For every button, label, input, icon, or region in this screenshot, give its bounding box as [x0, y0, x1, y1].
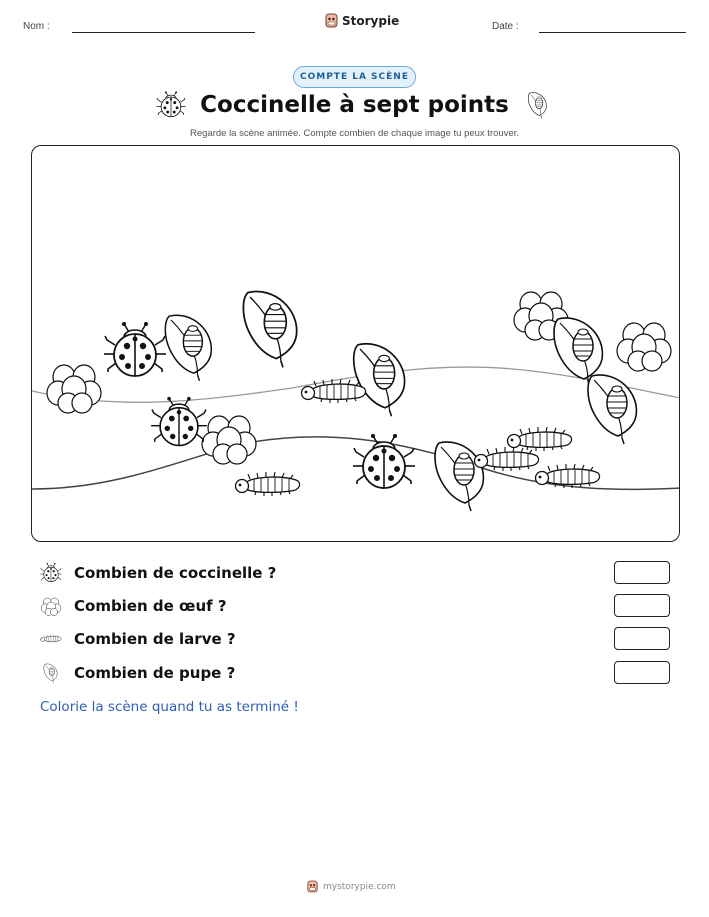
name-label: Nom :	[23, 21, 50, 32]
storypie-mascot-icon	[325, 13, 338, 28]
question-text: Combien de larve ?	[74, 630, 236, 648]
ladybug	[151, 397, 207, 446]
pupa-icon	[523, 90, 553, 120]
brand-name: Storypie	[342, 13, 400, 28]
question-row	[40, 593, 670, 619]
leaf-pupa	[354, 344, 405, 416]
ladybug-icon	[40, 562, 62, 584]
question-text: Combien de coccinelle ?	[74, 564, 277, 582]
counting-scene	[31, 145, 680, 542]
ladybug-icon	[156, 90, 186, 120]
question-text: Combien de œuf ?	[74, 597, 227, 615]
larva	[536, 464, 600, 488]
larva	[475, 447, 539, 471]
larva	[508, 427, 572, 451]
answer-box[interactable]	[614, 661, 670, 684]
brand-logo	[325, 13, 399, 28]
leaf-pupa	[435, 442, 483, 511]
footer-url[interactable]: mystorypie.com	[323, 881, 396, 892]
closing-instruction: Colorie la scène quand tu as terminé !	[40, 699, 299, 715]
leaf-pupa	[165, 315, 211, 381]
larva	[302, 379, 366, 403]
answer-box[interactable]	[614, 561, 670, 584]
answer-box[interactable]	[614, 594, 670, 617]
page-title: Coccinelle à sept points	[200, 92, 509, 118]
ladybug	[353, 434, 415, 488]
question-row	[40, 626, 670, 652]
question-text: Combien de pupe ?	[74, 664, 236, 682]
ladybug	[104, 322, 166, 376]
larva	[236, 472, 300, 496]
egg-cluster	[47, 365, 101, 413]
name-line[interactable]	[72, 32, 255, 33]
egg-cluster-icon	[40, 595, 62, 617]
question-row	[40, 660, 670, 686]
date-line[interactable]	[539, 32, 686, 33]
answer-box[interactable]	[614, 627, 670, 650]
activity-badge: COMPTE LA SCÈNE	[293, 66, 416, 88]
pupa-icon	[40, 662, 62, 684]
larva-icon	[40, 628, 62, 650]
question-row	[40, 560, 670, 586]
storypie-mascot-icon	[307, 880, 318, 893]
leaf-pupa	[588, 375, 636, 444]
date-label: Date :	[492, 21, 519, 32]
scene-illustration	[32, 146, 680, 542]
title-row	[0, 90, 709, 120]
egg-cluster	[202, 416, 256, 464]
instructions: Regarde la scène animée. Compte combien de chaque image tu peux trouver.	[189, 128, 519, 139]
leaf-pupa	[243, 292, 296, 368]
footer	[307, 880, 396, 893]
egg-cluster	[617, 323, 671, 371]
